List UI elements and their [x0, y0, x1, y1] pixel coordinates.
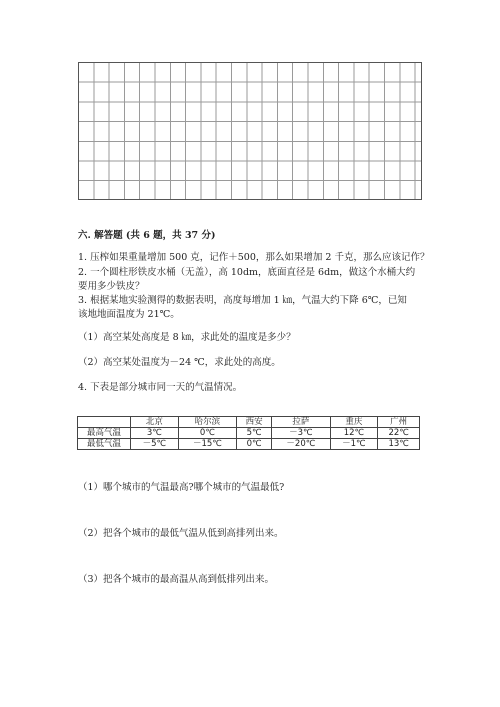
low-temp-cell: －20℃	[272, 439, 330, 450]
high-temp-cell: 0℃	[178, 428, 236, 439]
row-label-low: 最低气温	[78, 439, 131, 450]
question-3-line1: 3. 根据某地实验测得的数据表明，高度每增加 1 ㎞，气温大约下降 6℃，已知	[78, 295, 407, 306]
high-temp-cell: 5℃	[237, 428, 272, 439]
table-row-header	[78, 417, 420, 428]
question-3-line2: 该地地面温度为 21℃。	[78, 309, 180, 320]
question-4-sub1: （1）哪个城市的气温最高?哪个城市的气温最低?	[78, 482, 285, 493]
question-2-line2: 要用多少铁皮？	[78, 281, 145, 292]
question-3-sub2: （2）高空某处温度为－24 ℃，求此处的高度。	[78, 357, 281, 368]
low-temp-cell: 13℃	[378, 439, 420, 450]
question-2-line1: 2. 一个圆柱形铁皮水桶（无盖），高 10dm，底面直径是 6dm，做这个水桶大约	[78, 267, 416, 278]
city-cell: 拉萨	[272, 417, 330, 428]
city-cell: 西安	[237, 417, 272, 428]
question-4-sub3: （3）把各个城市的最高温从高到低排列出来。	[78, 574, 275, 585]
low-temp-cell: －1℃	[330, 439, 378, 450]
question-3-sub1: （1）高空某处高度是 8 ㎞，求此处的温度是多少？	[78, 332, 296, 343]
row-label-high: 最高气温	[78, 428, 131, 439]
weather-table	[77, 416, 420, 450]
high-temp-cell: 3℃	[131, 428, 179, 439]
table-corner-cell	[78, 417, 131, 428]
city-cell: 重庆	[330, 417, 378, 428]
table-row-high	[78, 428, 420, 439]
low-temp-cell: 0℃	[237, 439, 272, 450]
high-temp-cell: －3℃	[272, 428, 330, 439]
question-1: 1. 压榨如果重量增加 500 克，记作＋500，那么如果增加 2 千克，那么应该记作？	[78, 252, 430, 263]
low-temp-cell: －15℃	[178, 439, 236, 450]
question-4-line1: 4. 下表是部分城市同一天的气温情况。	[78, 382, 243, 393]
section-title: 六. 解答题 (共 6 题，共 37 分)	[78, 230, 216, 241]
high-temp-cell: 22℃	[378, 428, 420, 439]
city-cell: 北京	[131, 417, 179, 428]
question-4-sub2: （2）把各个城市的最低气温从低到高排列出来。	[78, 528, 284, 539]
high-temp-cell: 12℃	[330, 428, 378, 439]
writing-grid	[78, 62, 422, 200]
table-row-low	[78, 439, 420, 450]
city-cell: 广州	[378, 417, 420, 428]
city-cell: 哈尔滨	[178, 417, 236, 428]
low-temp-cell: －5℃	[131, 439, 179, 450]
